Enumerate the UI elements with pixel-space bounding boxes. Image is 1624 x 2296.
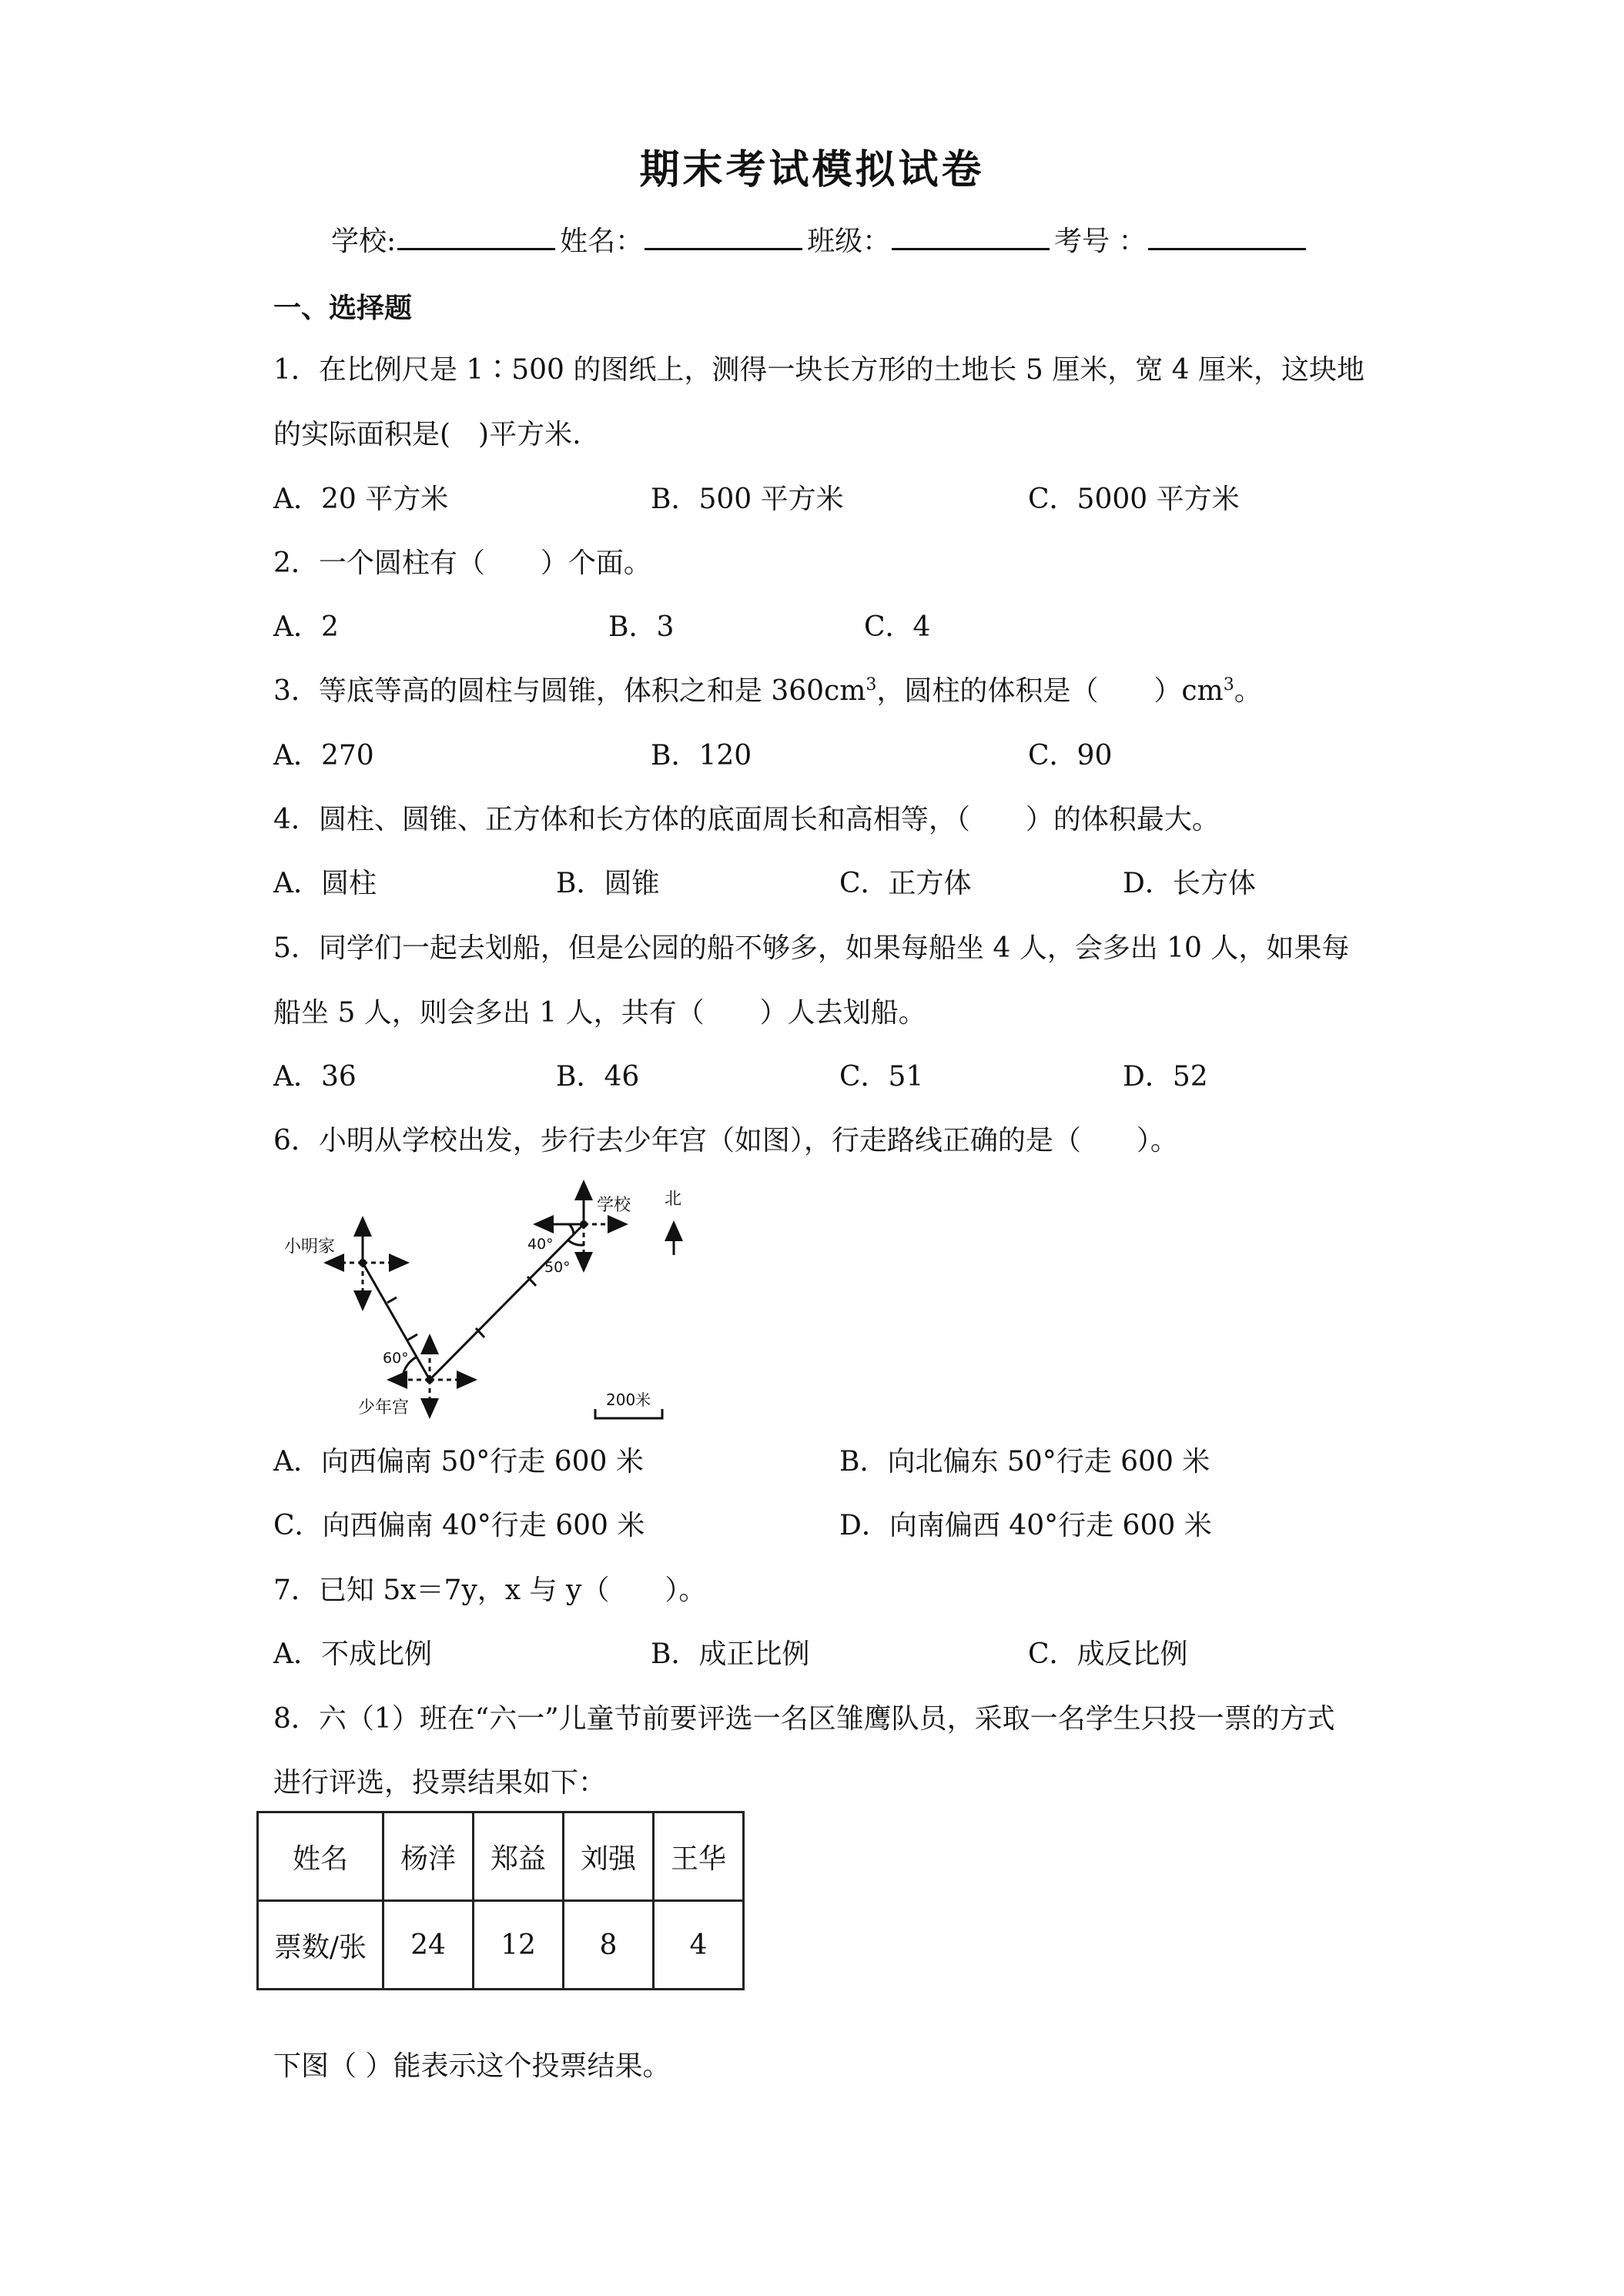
q4-option-a: A．圆柱 [273, 868, 377, 899]
q2-option-b: B．3 [608, 611, 675, 643]
q6-option-a: A．向西偏南 50°行走 600 米 [273, 1446, 644, 1478]
table-cell: 24 [383, 1901, 474, 1990]
table-cell: 8 [564, 1901, 654, 1990]
q7-option-c: C．成反比例 [1028, 1638, 1188, 1670]
q4-option-b: B．圆锥 [556, 868, 660, 899]
q1-text-line2: 的实际面积是( )平方米. [273, 419, 581, 450]
label-home: 小明家 [284, 1237, 336, 1257]
label-school: 学校 [597, 1196, 631, 1215]
q6-text: 6．小明从学校出发，步行去少年宫（如图），行走路线正确的是（ ）。 [273, 1125, 1178, 1156]
class-label: 班级： [807, 226, 891, 257]
q3-option-c: C．90 [1028, 740, 1113, 771]
q5-text-line1: 5．同学们一起去划船，但是公园的船不够多，如果每船坐 4 人，会多出 10 人，如果每 [273, 932, 1350, 964]
q4-option-c: C．正方体 [839, 868, 972, 899]
q5-text-line2: 船坐 5 人，则会多出 1 人，共有（ ）人去划船。 [273, 997, 926, 1029]
label-north: 北 [665, 1190, 682, 1209]
name-blank[interactable] [645, 223, 802, 250]
q6-option-d: D．向南偏西 40°行走 600 米 [839, 1510, 1212, 1541]
q4-text: 4．圆柱、圆锥、正方体和长方体的底面周长和高相等，（ ）的体积最大。 [273, 804, 1220, 835]
q1-option-a: A．20 平方米 [273, 484, 449, 515]
q3-text [273, 669, 1262, 708]
table-row-header [258, 1812, 744, 1901]
q3-option-a: A．270 [273, 740, 374, 771]
q7-option-b: B．成正比例 [651, 1638, 810, 1670]
q5-option-b: B．46 [556, 1061, 640, 1093]
label-palace: 少年宫 [358, 1398, 410, 1417]
page-title: 期末考试模拟试卷 [639, 147, 985, 193]
q3-superscript-1: 3 [866, 675, 877, 694]
q8-text-line2: 进行评选，投票结果如下： [273, 1767, 607, 1799]
label-scale: 200米 [606, 1391, 651, 1409]
table-row-votes [258, 1901, 744, 1990]
table-cell: 郑益 [474, 1812, 564, 1901]
name-label: 姓名： [560, 226, 644, 257]
q6-option-b: B．向北偏东 50°行走 600 米 [839, 1446, 1210, 1478]
q5-option-c: C．51 [839, 1061, 924, 1093]
q3-option-b: B．120 [651, 740, 752, 771]
q1-option-b: B．500 平方米 [651, 484, 844, 515]
school-label: 学校: [331, 226, 397, 257]
label-angle-60: 60° [383, 1350, 409, 1367]
table-cell: 票数/张 [258, 1901, 383, 1990]
q1-text-line1: 1．在比例尺是 1∶500 的图纸上，测得一块长方形的土地长 5 厘米，宽 4 厘米，这块地 [273, 354, 1364, 386]
q1-option-c: C．5000 平方米 [1028, 484, 1240, 515]
q2-option-c: C．4 [864, 611, 931, 643]
label-angle-40: 40° [527, 1236, 554, 1253]
school-blank[interactable] [397, 223, 555, 250]
q7-text: 7．已知 5x＝7y，x 与 y（ ）。 [273, 1575, 707, 1606]
q3-text-mid: ，圆柱的体积是（ ）cm [876, 675, 1224, 707]
label-angle-50: 50° [544, 1259, 571, 1276]
student-info-line [331, 219, 1311, 259]
table-cell: 姓名 [258, 1812, 383, 1901]
q2-text: 2．一个圆柱有（ ）个面。 [273, 547, 651, 579]
q5-option-d: D．52 [1123, 1061, 1208, 1093]
q3-superscript-2: 3 [1223, 675, 1234, 694]
route-map-figure [273, 1178, 705, 1424]
q8-after-table: 下图（ ）能表示这个投票结果。 [273, 2050, 671, 2082]
q7-option-a: A．不成比例 [273, 1638, 432, 1670]
q4-option-d: D．长方体 [1123, 868, 1256, 899]
number-label: 考号 ： [1054, 226, 1147, 257]
table-cell: 王华 [654, 1812, 744, 1901]
table-cell: 4 [654, 1901, 744, 1990]
q6-option-c: C．向西偏南 40°行走 600 米 [273, 1510, 645, 1541]
vote-table [256, 1811, 745, 1990]
table-cell: 杨洋 [383, 1812, 474, 1901]
table-cell: 12 [474, 1901, 564, 1990]
q2-option-a: A．2 [273, 611, 339, 643]
q3-text-pre: 3．等底等高的圆柱与圆锥，体积之和是 360cm [273, 675, 866, 707]
q8-text-line1: 8．六（1）班在“六一”儿童节前要评选一名区雏鹰队员，采取一名学生只投一票的方式 [273, 1703, 1335, 1735]
table-cell: 刘强 [564, 1812, 654, 1901]
class-blank[interactable] [892, 223, 1050, 250]
section-heading: 一、选择题 [273, 293, 413, 324]
number-blank[interactable] [1148, 223, 1306, 250]
q3-text-end: 。 [1234, 675, 1262, 707]
q5-option-a: A．36 [273, 1061, 357, 1093]
